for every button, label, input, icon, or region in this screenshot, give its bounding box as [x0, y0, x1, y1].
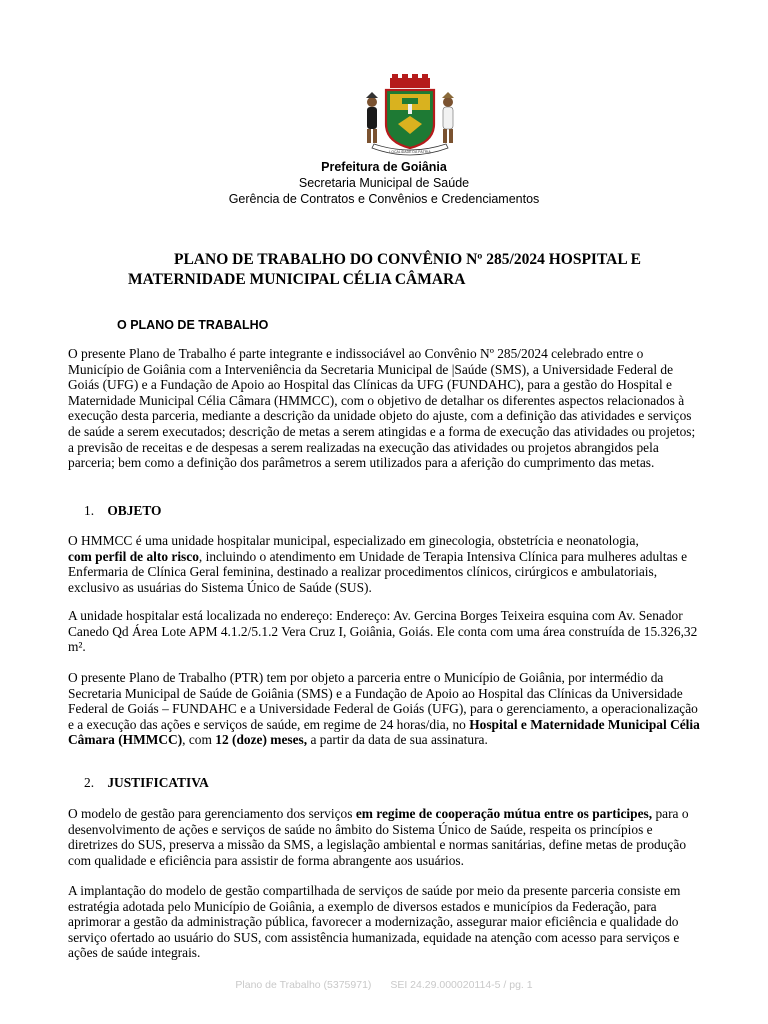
intro-paragraph: O presente Plano de Trabalho é parte integrante e indissociável ao Convênio Nº 285/2024 celebrado entre o Município de Goiânia com a Interveniência da Secretaria Municipal de |Saúde (SMS), a Universidade Federal de Goiás (UFG) e a Fundação de Apoio ao Hospital das Clínicas da UFG (FUNDAHC), para a gestão do Hospital e Maternidade Municipal Célia Câmara (HMMCC), com o objetivo de detalhar os diferentes aspectos relacionados à execução desta parceria, mediante a descrição da unidade objeto do ajuste, com a definição das atividades e serviços de saúde a serem executados; descrição de metas a serem atingidas e a forma de execução das atividades ou projetos; a previsão de receitas e de despesas a serem realizadas na execução das atividades ou projetos abrangidos pela parceria; bem como a definição dos parâmetros a serem utilizados para a aferição do cumprimento das metas. — [68, 346, 696, 471]
title-line-2: MATERNIDADE MUNICIPAL CÉLIA CÂMARA — [128, 271, 466, 288]
bold-run: em regime de cooperação mútua entre os participes, — [355, 806, 653, 821]
section-1-number: 1. — [84, 503, 95, 518]
section-2-paragraph-1 — [68, 806, 700, 868]
goiania-coat-of-arms-logo — [358, 74, 462, 160]
section-subtitle: O PLANO DE TRABALHO — [117, 318, 269, 332]
header-org: Prefeitura de Goiânia — [321, 160, 447, 174]
svg-text:LOCALIDADE DA PÁTRIA: LOCALIDADE DA PÁTRIA — [389, 150, 431, 154]
text-run: O presente Plano de Trabalho (PTR) tem por objeto a parceria entre o Município de Goiânia, por intermédio da Secretaria Municipal de Saúde de Goiânia (SMS) e a Fundação de Apoio ao Hospital das Clínicas da Universidade Federal de Goiás – FUNDAHC e a Universidade Federal de Goiás (UFG), para o gerenciamento, a operacionalização e a execução das ações e serviços de saúde, em regime de 24 horas/dia, no — [68, 670, 698, 732]
footer-ref: SEI 24.29.000020114-5 / pg. 1 — [390, 979, 533, 991]
section-2-heading — [84, 775, 209, 791]
text-run: O HMMCC é uma unidade hospitalar municipal, especializado em ginecologia, obstetrícia e neonatologia, — [68, 533, 639, 548]
header-dept: Secretaria Municipal de Saúde — [298, 176, 470, 190]
section-1-label: OBJETO — [107, 503, 162, 518]
section-2-number: 2. — [84, 775, 95, 790]
text-run: , incluindo o atendimento em Unidade de Terapia Intensiva Clínica para mulheres adultas e Enfermaria de Clínica Geral feminina, destinado a realizar procedimentos clínicos, cirúrgicos e ambulatoriais, exclusivo as usuárias do Sistema Único de Saúde (SUS). — [68, 548, 688, 595]
document-title — [128, 250, 728, 290]
section-2-label: JUSTIFICATIVA — [107, 775, 209, 790]
bold-run: Hospital e Maternidade Municipal Célia Câmara (HMMCC) — [68, 716, 700, 748]
bold-run: com perfil de alto risco — [68, 548, 199, 564]
text-run: O modelo de gestão para gerenciamento dos serviços — [68, 806, 353, 821]
section-1-paragraph-2: A unidade hospitalar está localizada no endereço: Endereço: Av. Gercina Borges Teixeira esquina com Av. Senador Canedo Qd Área Lote APM 4.1.2/5.1.2 Vera Cruz I, Goiânia, Goiás. Ele conta com uma área construída de 15.326,32 m². — [68, 608, 698, 655]
section-1-heading — [84, 503, 161, 519]
header-division: Gerência de Contratos e Convênios e Credenciamentos — [228, 192, 540, 206]
bold-run: 12 (doze) meses, — [215, 732, 308, 748]
section-1-paragraph-1 — [68, 533, 700, 595]
footer-doc: Plano de Trabalho (5375971) — [235, 979, 372, 991]
section-2-paragraph-2: A implantação do modelo de gestão compartilhada de serviços de saúde por meio da presente parceria consiste em estratégia adotada pelo Município de Goiânia, a exemplo de diversos estados e municípios da Federação, para aprimorar a gestão da administração pública, favorecer a modernização, assegurar maior eficiência e qualidade do serviço ofertado ao usuário do SUS, com assistência humanizada, equidade na atenção com acesso para serviços e ações de saúde integrais. — [68, 883, 681, 961]
text-run: para o desenvolvimento de ações e serviços de saúde no âmbito do Sistema Único de Saúde, respeita os princípios e diretrizes do SUS, preserva a missão da SMS, a legislação ambiental e normas sanitárias, define metas de produção com qualidade e eficiência para assistir de forma abrangente aos usuários. — [68, 806, 689, 868]
section-1-paragraph-3 — [68, 670, 700, 748]
page-footer — [0, 979, 768, 991]
text-run: a partir da data de sua assinatura. — [310, 732, 488, 748]
title-line-1: PLANO DE TRABALHO DO CONVÊNIO Nº 285/2024 HOSPITAL E — [174, 251, 642, 268]
text-run: , com — [182, 732, 212, 748]
